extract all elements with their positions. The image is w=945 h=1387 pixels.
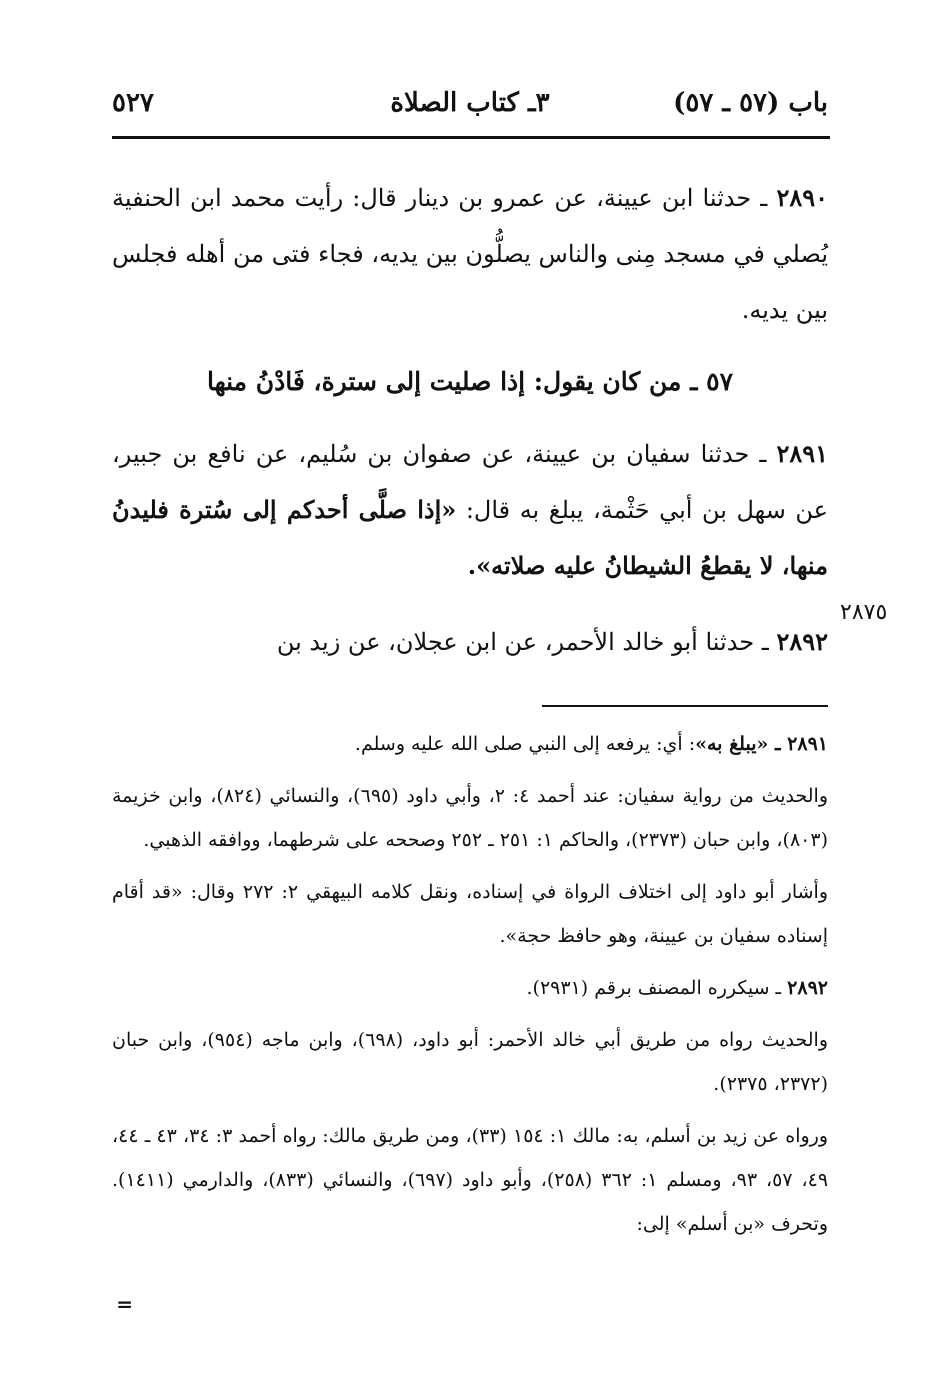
continuation-mark: = xyxy=(116,1292,133,1316)
hadith-text: ـ حدثنا ابن عيينة، عن عمرو بن دينار قال: رأيت محمد ابن الحنفية يُصلي في مسجد مِنى والناس يصلُّون بين يديه، فجاء فتى من أهله فجلس بين يديه. xyxy=(112,184,828,324)
footnote-paragraph: ورواه عن زيد بن أسلم، به: مالك ١: ١٥٤ (٣٣)، ومن طريق مالك: رواه أحمد ٣: ٣٤، ٤٣ ـ ٤٤، ٤٩، ٥٧، ٩٣، ومسلم ١: ٣٦٢ (٢٥٨)، وأبو داود (٦٩٧)، والنسائي (٨٣٣)، والدارمي (١٤١١). وتحرف «بن أسلم» إلى: xyxy=(112,1125,829,1235)
margin-reference-number: ٢٨٧٥ xyxy=(840,600,888,625)
hadith-text: ـ حدثنا أبو خالد الأحمر، عن ابن عجلان، عن زيد بن xyxy=(276,628,777,656)
footnote-2892 xyxy=(112,966,828,1010)
footnote-quote: ـ «يبلغ به» xyxy=(695,733,788,755)
book-title: ٣ـ كتاب الصلاة xyxy=(390,88,550,118)
footnote-paragraph: وأشار أبو داود إلى اختلاف الرواة في إسناده، ونقل كلامه البيهقي ٢: ٢٧٢ وقال: «قد أقام إسناده سفيان بن عيينة، وهو حافظ حجة». xyxy=(112,881,828,947)
hadith-text: ـ حدثنا سفيان بن عيينة، عن صفوان بن سُليم، عن نافع بن جبير، عن سهل بن أبي حَثْمة، يبلغ به قال: xyxy=(112,440,828,524)
chapter-label: باب (٥٧ ـ ٥٧) xyxy=(673,88,828,118)
hadith-2891 xyxy=(112,426,828,594)
footnote-2891 xyxy=(112,722,828,766)
header-divider xyxy=(112,136,830,139)
footnote-paragraph: والحديث من رواية سفيان: عند أحمد ٤: ٢، وأبي داود (٦٩٥)، والنسائي (٨٢٤)، وابن خزيمة (٨٠٣)، وابن حبان (٢٣٧٣)، والحاكم ١: ٢٥١ ـ ٢٥٢ وصححه على شرطهما، ووافقه الذهبي. xyxy=(112,785,828,851)
page-header xyxy=(112,88,828,128)
spacer xyxy=(112,594,828,614)
footnote-text: ـ سيكرره المصنف برقم (٢٩٣١). xyxy=(526,977,788,999)
page-number: ٥٢٧ xyxy=(112,88,154,118)
hadith-quote: «إذا صلَّى أحدكم إلى سُترة فليدنُ منها، لا يقطعُ الشيطانُ عليه صلاته». xyxy=(112,495,828,580)
hadith-number: ٢٨٩٢ xyxy=(776,627,828,656)
footnote-number: ٢٨٩١ xyxy=(787,733,828,755)
hadith-number: ٢٨٩٠ xyxy=(776,183,828,212)
hadith-2890 xyxy=(112,170,828,338)
section-heading: ٥٧ ـ من كان يقول: إذا صليت إلى سترة، فَادْنُ منها xyxy=(206,367,734,396)
footnotes xyxy=(112,722,828,1254)
footnote-text: : أي: يرفعه إلى النبي صلى الله عليه وسلم. xyxy=(354,733,696,755)
main-text xyxy=(112,170,828,670)
footnote-paragraph: والحديث رواه من طريق أبي خالد الأحمر: أبو داود، (٦٩٨)، وابن ماجه (٩٥٤)، وابن حبان (٢٣٧٢، ٢٣٧٥). xyxy=(112,1029,828,1095)
hadith-2892 xyxy=(112,614,828,670)
hadith-number: ٢٨٩١ xyxy=(776,439,828,468)
footnote-number: ٢٨٩٢ xyxy=(787,977,828,999)
footnote-divider xyxy=(542,705,828,707)
